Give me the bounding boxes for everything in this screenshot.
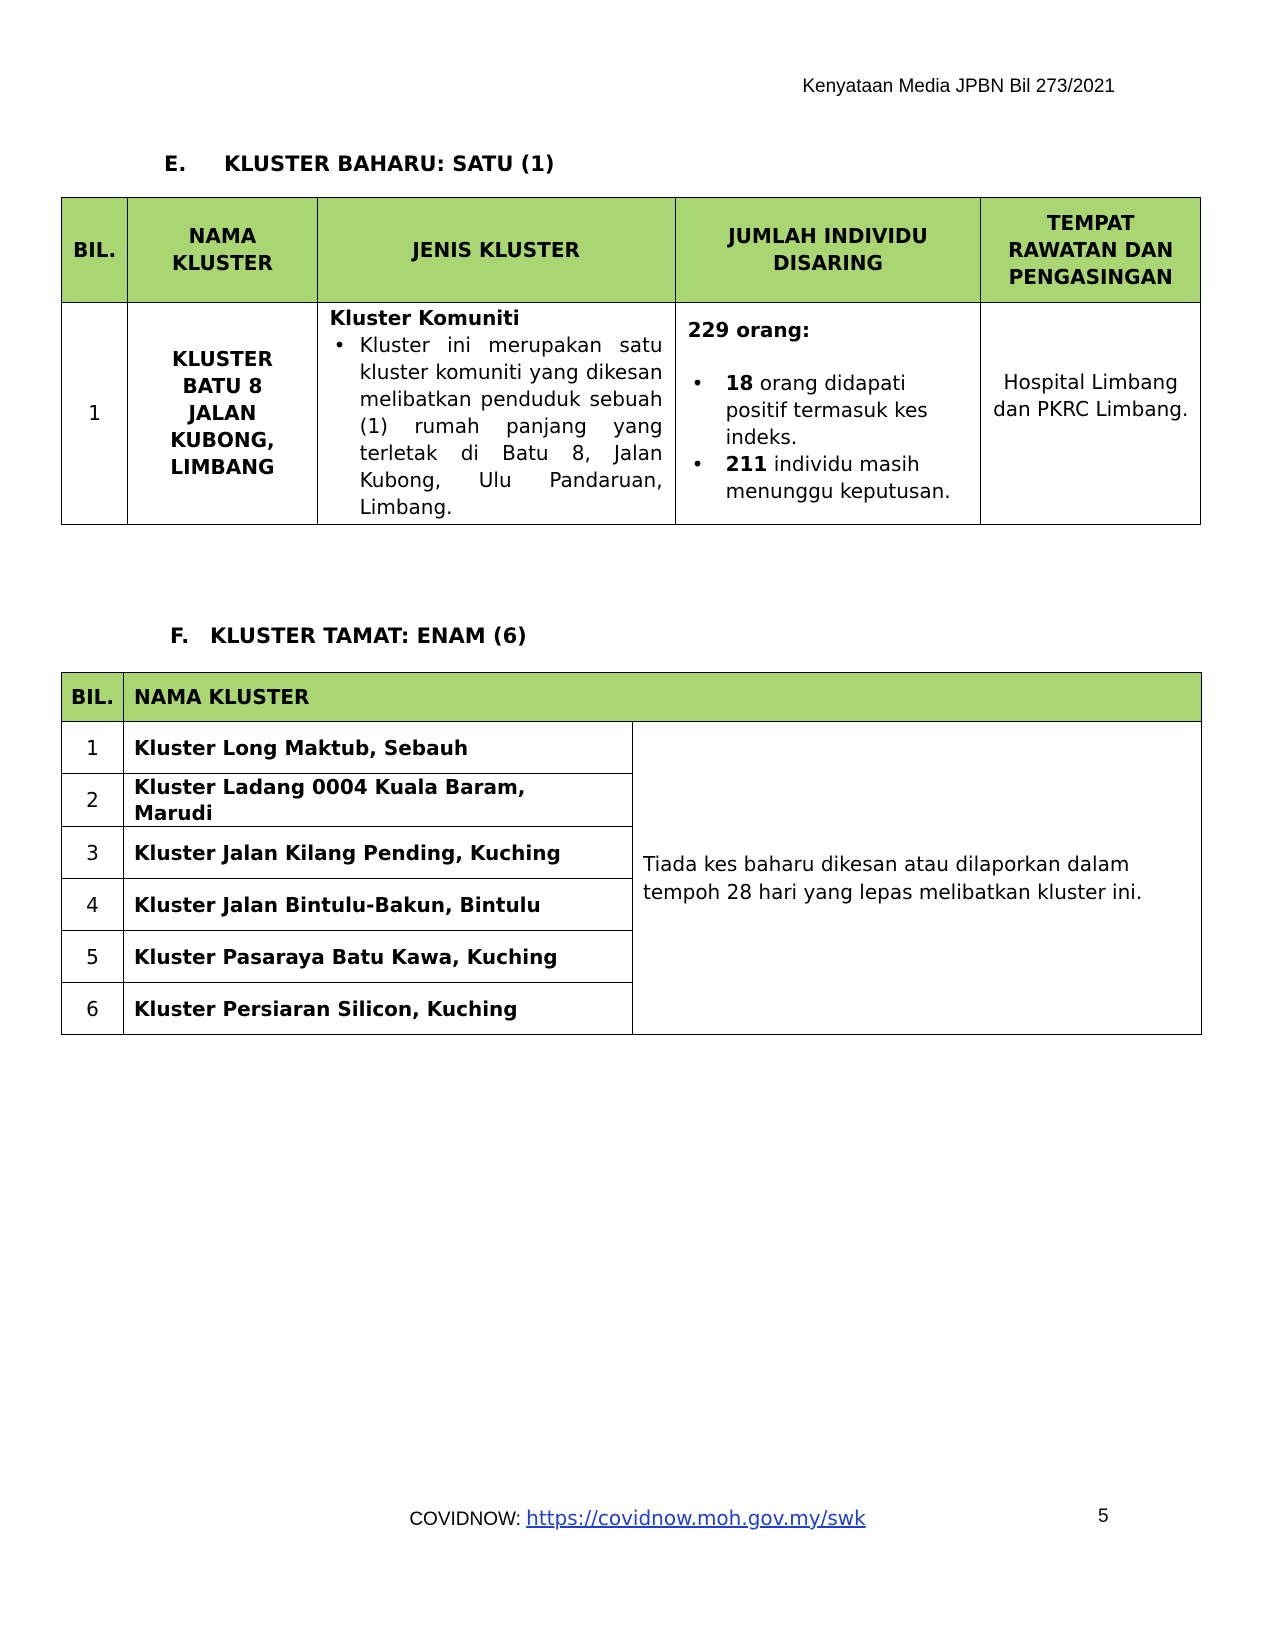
desc-line: Limbang. <box>359 495 453 519</box>
desc-line: terletak di Batu 8, Jalan <box>359 441 663 465</box>
bullet-icon: • <box>691 452 704 476</box>
new-cluster-table <box>61 197 1201 525</box>
section-f-title: KLUSTER TAMAT: ENAM (6) <box>210 624 527 648</box>
col-header-bil: BIL. <box>62 198 128 303</box>
list-item <box>330 332 663 521</box>
row-bil: 5 <box>62 931 124 983</box>
document-reference: Kenyataan Media JPBN Bil 273/2021 <box>802 76 1115 97</box>
section-f-letter: F. <box>170 624 190 648</box>
page-number: 5 <box>1098 1506 1109 1527</box>
section-e-letter: E. <box>164 152 187 176</box>
cluster-name: Kluster Ladang 0004 Kuala Baram, Marudi <box>124 774 633 827</box>
row-bil: 4 <box>62 879 124 931</box>
table-header-row <box>62 673 1202 722</box>
cluster-type-title: Kluster Komuniti <box>329 306 520 330</box>
footer-label: COVIDNOW: <box>409 1509 527 1530</box>
row-bil: 1 <box>62 722 124 774</box>
ended-cluster-table <box>61 672 1202 1035</box>
table-header-row <box>62 198 1201 303</box>
col-header-jumlah: JUMLAH INDIVIDU DISARING <box>675 198 981 303</box>
bullet-icon: • <box>691 371 704 395</box>
footer <box>0 1506 1275 1531</box>
row-bil: 3 <box>62 827 124 879</box>
col-header-tempat: TEMPAT RAWATAN DAN PENGASINGAN <box>981 198 1201 303</box>
cluster-name: Kluster Pasaraya Batu Kawa, Kuching <box>124 931 633 983</box>
treatment-location: Hospital Limbang dan PKRC Limbang. <box>981 303 1201 525</box>
cluster-type-cell <box>317 303 675 525</box>
screened-total: 229 orang: <box>687 318 810 342</box>
col-header-nama: NAMA KLUSTER <box>124 673 1202 722</box>
cluster-name: KLUSTER BATU 8 JALAN KUBONG, LIMBANG <box>128 303 317 525</box>
section-f-heading <box>170 624 527 648</box>
row-bil: 6 <box>62 983 124 1035</box>
desc-line: kluster komuniti yang dikesan <box>359 360 663 384</box>
bullet-icon: • <box>333 333 346 357</box>
pending-text: individu masih menunggu keputusan. <box>725 452 951 503</box>
table-row <box>62 303 1201 525</box>
positive-count: 18 <box>725 371 754 395</box>
pending-count: 211 <box>725 452 768 476</box>
col-header-nama: NAMA KLUSTER <box>128 198 317 303</box>
screened-breakdown <box>688 370 971 505</box>
list-item <box>688 370 971 451</box>
desc-line: Kluster ini merupakan satu <box>359 333 663 357</box>
cluster-name: Kluster Jalan Bintulu-Bakun, Bintulu <box>124 879 633 931</box>
list-item <box>688 451 971 505</box>
col-header-bil: BIL. <box>62 673 124 722</box>
desc-line: Kubong, Ulu Pandaruan, <box>359 468 663 492</box>
positive-text: orang didapati positif termasuk kes indeks. <box>725 371 928 449</box>
row-bil: 1 <box>62 303 128 525</box>
table-row <box>62 722 1202 774</box>
col-header-jenis: JENIS KLUSTER <box>317 198 675 303</box>
cluster-name: Kluster Long Maktub, Sebauh <box>124 722 633 774</box>
cluster-type-description <box>330 332 663 521</box>
covidnow-link[interactable]: https://covidnow.moh.gov.my/swk <box>526 1506 866 1530</box>
desc-line: (1) rumah panjang yang <box>359 414 663 438</box>
section-e-heading <box>164 152 555 176</box>
section-e-title: KLUSTER BAHARU: SATU (1) <box>224 152 555 176</box>
cluster-name: Kluster Jalan Kilang Pending, Kuching <box>124 827 633 879</box>
screened-count-cell <box>675 303 981 525</box>
desc-line: melibatkan penduduk sebuah <box>359 387 663 411</box>
cluster-name: Kluster Persiaran Silicon, Kuching <box>124 983 633 1035</box>
row-bil: 2 <box>62 774 124 827</box>
no-new-cases-note: Tiada kes baharu dikesan atau dilaporkan dalam tempoh 28 hari yang lepas melibatkan kluster ini. <box>633 722 1202 1035</box>
